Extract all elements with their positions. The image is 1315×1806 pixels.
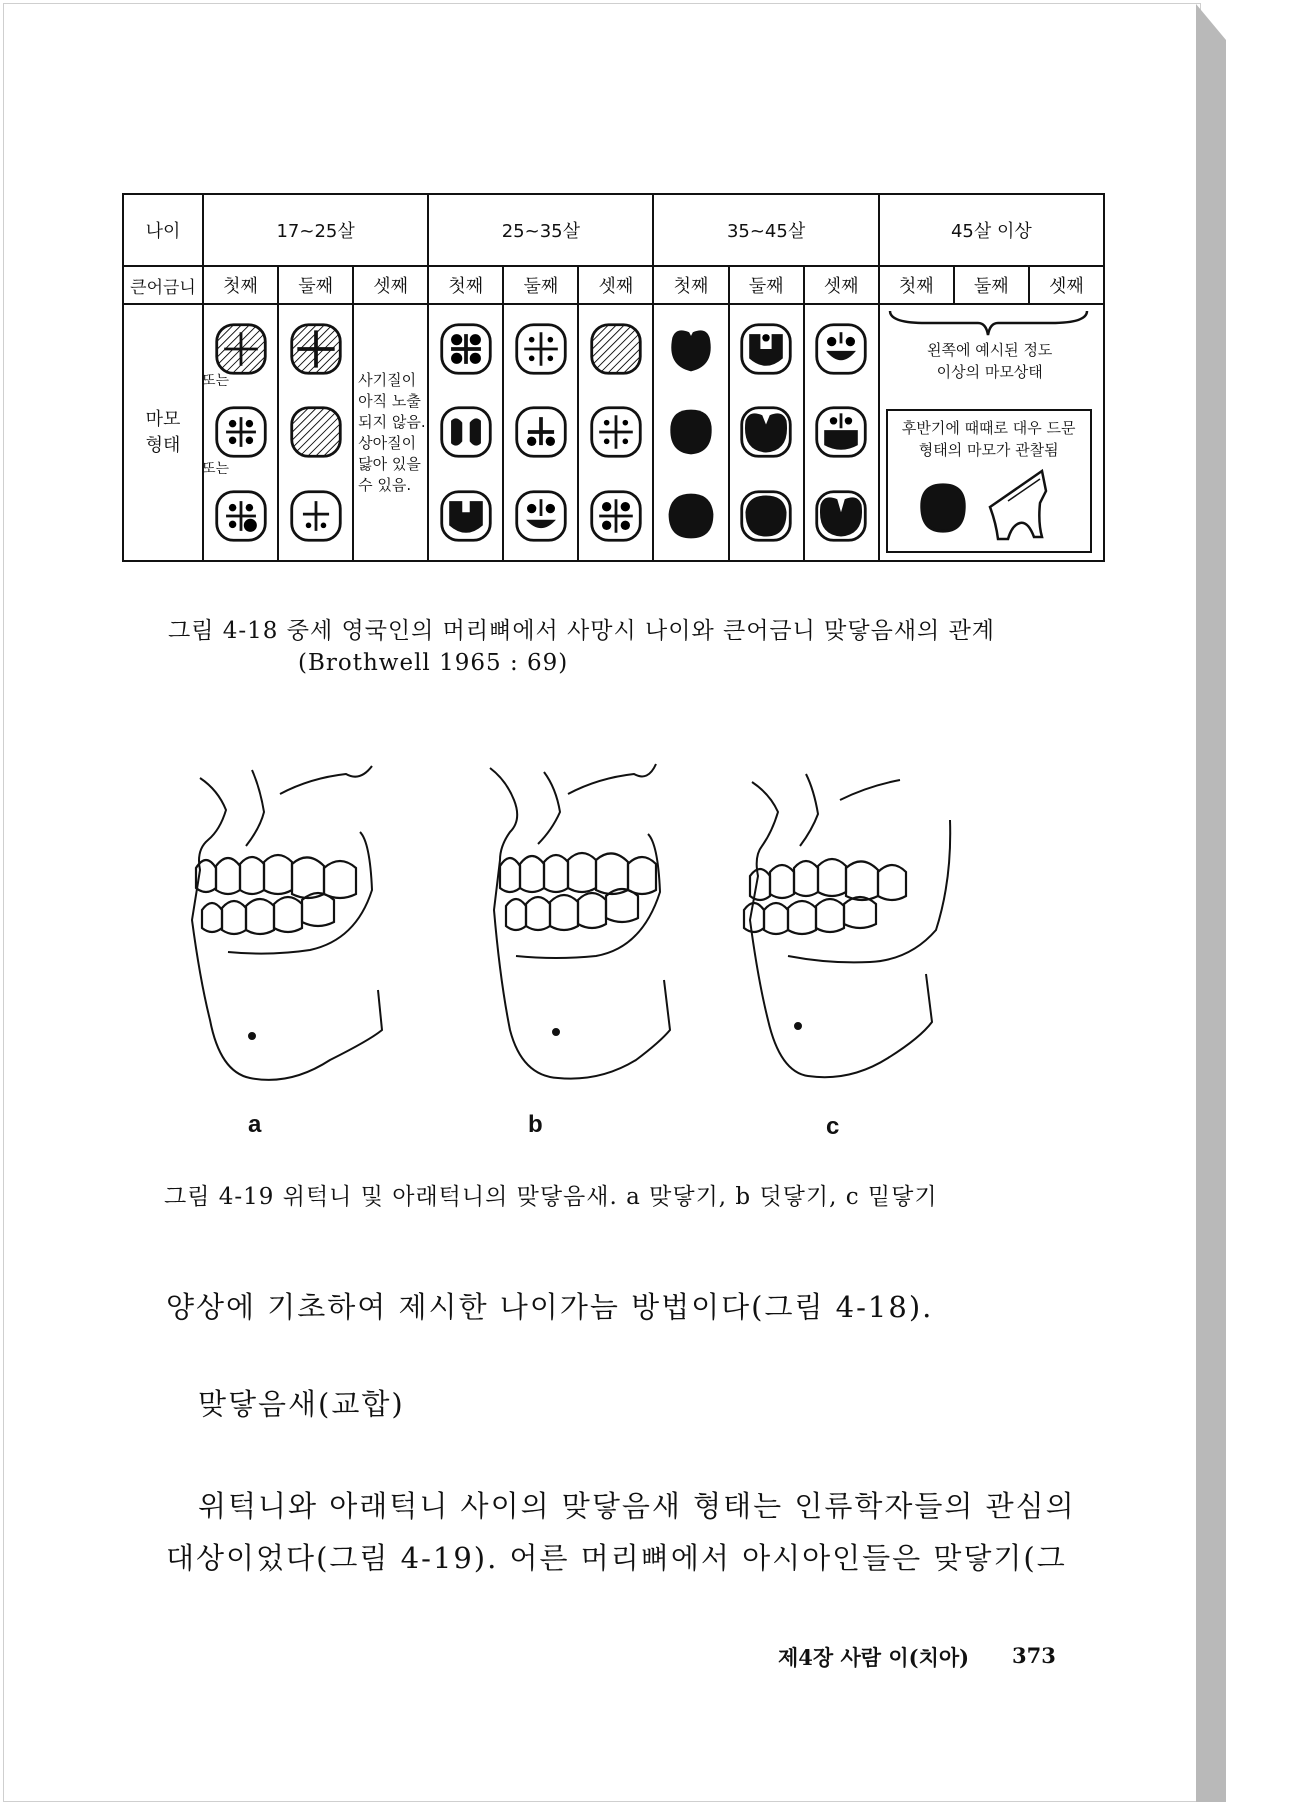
body-line-3: 대상이었다(그림 4-19). 어른 머리뼈에서 아시아인들은 맞닿기(그 (166, 1541, 1067, 1575)
tooth-wear-diagram (438, 321, 494, 377)
molar-second: 둘째 (503, 266, 578, 304)
figure-4-18-caption: 그림 4-18 중세 영국인의 머리뼈에서 사망시 나이와 큰어금니 맞닿음새의 관계 (168, 618, 996, 644)
tooth-wear-diagram (663, 488, 719, 544)
figure-label-a: a (248, 1111, 262, 1138)
molar-first: 첫째 (428, 266, 503, 304)
molar-third: 셋째 (804, 266, 879, 304)
tooth-wear-diagram (588, 321, 644, 377)
tooth-wear-diagram (513, 488, 569, 544)
molar-second: 둘째 (729, 266, 804, 304)
brace-icon (886, 309, 1091, 337)
tooth-wear-diagram (213, 488, 269, 544)
molar-second: 둘째 (954, 266, 1029, 304)
tooth-wear-diagram (513, 321, 569, 377)
molar-first: 첫째 (203, 266, 278, 304)
molar-third: 셋째 (353, 266, 428, 304)
fully-worn-tooth-diagram (914, 479, 972, 537)
tooth-wear-diagram (288, 404, 344, 460)
molar-first: 첫째 (653, 266, 728, 304)
tooth-wear-diagram (813, 321, 869, 377)
occlusion-illustration (180, 760, 1060, 1100)
tooth-wear-diagram (813, 488, 869, 544)
body-line-1: 양상에 기초하여 제시한 나이가늠 방법이다(그림 4-18). (166, 1290, 934, 1324)
note-rare: 후반기에 때때로 대우 드문 형태의 마모가 관찰됨 (901, 419, 1076, 459)
page-number: 373 (1012, 1643, 1056, 1668)
age-group-2: 25~35살 (428, 194, 653, 266)
tooth-wear-diagram (663, 321, 719, 377)
molar-third: 셋째 (1029, 266, 1104, 304)
jaw-b (490, 764, 670, 1079)
tooth-wear-diagram (588, 404, 644, 460)
jaw-c (744, 774, 950, 1077)
wear-cell (578, 304, 653, 561)
tooth-wear-diagram (738, 488, 794, 544)
wear-cell (804, 304, 879, 561)
age-group-1: 17~25살 (203, 194, 428, 266)
figure-4-19-caption: 그림 4-19 위턱니 및 아래턱니의 맞닿음새. a 맞닿기, b 덧닿기, c 밑닿기 (164, 1184, 938, 1210)
third-molar-note-cell (353, 304, 428, 561)
book-edge (1196, 4, 1226, 1802)
tooth-wear-diagram (738, 321, 794, 377)
tooth-wear-diagram (213, 404, 269, 460)
or-label: 또는 (202, 460, 230, 477)
wear-cell (203, 304, 278, 561)
angled-worn-tooth-diagram (984, 463, 1054, 543)
age-group-3: 35~45살 (653, 194, 878, 266)
tooth-wear-diagram (288, 488, 344, 544)
figure-label-c: c (826, 1113, 840, 1140)
wear-row-label: 마모 형태 (123, 304, 203, 561)
or-label: 또는 (202, 372, 230, 389)
wear-cell (278, 304, 353, 561)
molar-second: 둘째 (278, 266, 353, 304)
tooth-wear-diagram (438, 488, 494, 544)
wear-cell (428, 304, 503, 561)
tooth-wear-diagram (813, 404, 869, 460)
tooth-wear-table (122, 193, 1105, 562)
rare-wear-box (886, 409, 1092, 553)
body-line-2: 위턱니와 아래턱니 사이의 맞닿음새 형태는 인류학자들의 관심의 (198, 1489, 1076, 1523)
wear-cell (729, 304, 804, 561)
wear-cell (503, 304, 578, 561)
third-molar-note: 사기질이 아직 노출 되지 않음. 상아질이 닳아 있을 수 있음. (358, 370, 426, 494)
tooth-wear-diagram (588, 488, 644, 544)
molar-first: 첫째 (879, 266, 954, 304)
tooth-wear-diagram (738, 404, 794, 460)
figure-4-18-source: (Brothwell 1965 : 69) (298, 650, 569, 676)
age-row-label: 나이 (123, 194, 203, 266)
age-group-4: 45살 이상 (879, 194, 1104, 266)
molar-third: 셋째 (578, 266, 653, 304)
note-left-degree: 왼쪽에 예시된 정도 이상의 마모상태 (926, 341, 1053, 381)
tooth-wear-diagram (663, 404, 719, 460)
jaw-a (192, 766, 382, 1080)
tooth-wear-diagram (513, 404, 569, 460)
tooth-wear-diagram (288, 321, 344, 377)
figure-label-b: b (528, 1111, 543, 1138)
section-heading: 맞닿음새(교합) (198, 1387, 405, 1421)
running-footer-chapter: 제4장 사람 이(치아) (778, 1645, 970, 1670)
tooth-wear-diagram (438, 404, 494, 460)
wear-cell (653, 304, 728, 561)
older-wear-cell (879, 304, 1104, 561)
molar-row-label: 큰어금니 (123, 266, 203, 304)
